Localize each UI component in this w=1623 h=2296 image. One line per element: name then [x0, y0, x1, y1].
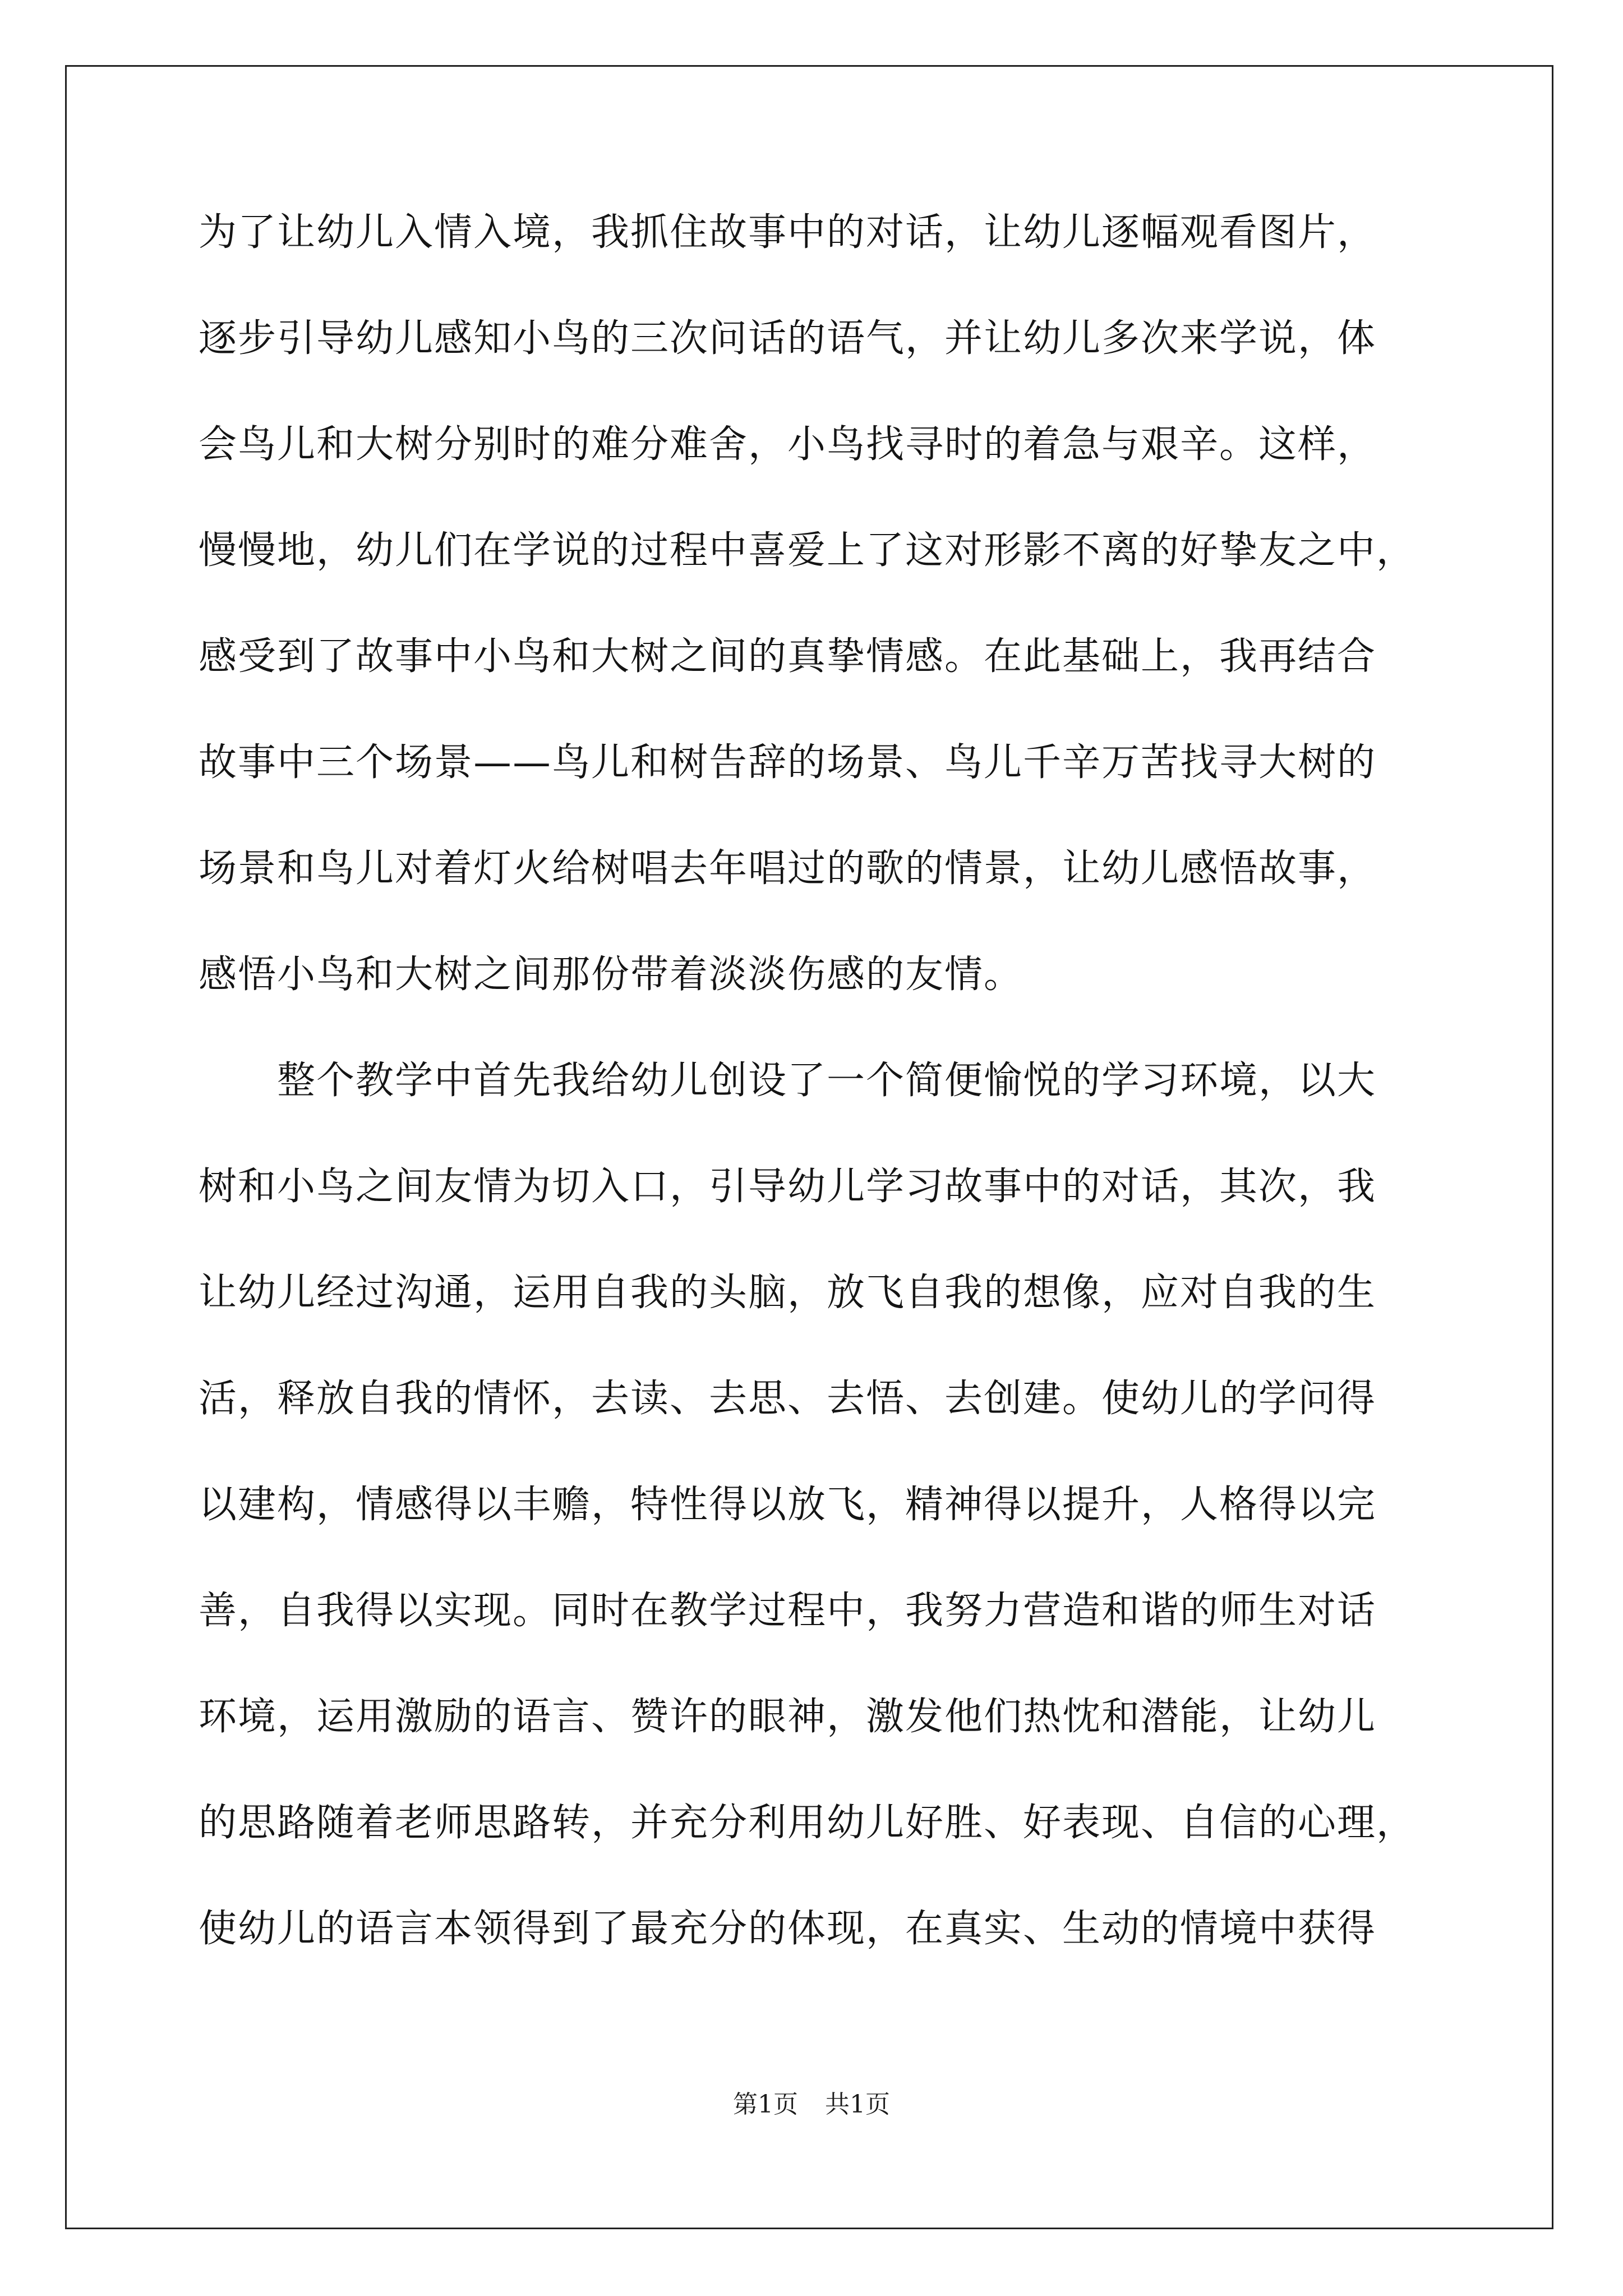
text-line: 树和小鸟之间友情为切入口，引导幼儿学习故事中的对话，其次，我 [199, 1165, 1377, 1209]
text-line: 活，释放自我的情怀，去读、去思、去悟、去创建。使幼儿的学问得 [199, 1377, 1377, 1421]
text-line: 故事中三个场景——鸟儿和树告辞的场景、鸟儿千辛万苦找寻大树的 [199, 740, 1377, 785]
text-line: 场景和鸟儿对着灯火给树唱去年唱过的歌的情景，让幼儿感悟故事， [199, 846, 1377, 891]
text-line: 会鸟儿和大树分别时的难分难舍，小鸟找寻时的着急与艰辛。这样， [199, 422, 1377, 467]
text-line: 感悟小鸟和大树之间那份带着淡淡伤感的友情。 [199, 953, 1023, 997]
text-line: 让幼儿经过沟通，运用自我的头脑，放飞自我的想像，应对自我的生 [199, 1271, 1377, 1315]
text-line: 的思路随着老师思路转，并充分利用幼儿好胜、好表现、自信的心理， [199, 1801, 1416, 1845]
page-footer [0, 2088, 1623, 2122]
body-text [199, 180, 1449, 1982]
text-line: 感受到了故事中小鸟和大树之间的真挚情感。在此基础上，我再结合 [199, 634, 1377, 679]
paragraph-1 [199, 180, 1449, 1028]
page-current-label: 第1页 [733, 2090, 798, 2119]
text-line: 整个教学中首先我给幼儿创设了一个简便愉悦的学习环境，以大 [199, 1059, 1377, 1103]
page-total-label: 共1页 [825, 2090, 890, 2119]
text-line: 逐步引导幼儿感知小鸟的三次问话的语气，并让幼儿多次来学说，体 [199, 316, 1377, 361]
text-line: 为了让幼儿入情入境，我抓住故事中的对话，让幼儿逐幅观看图片， [199, 210, 1377, 255]
text-line: 使幼儿的语言本领得到了最充分的体现，在真实、生动的情境中获得 [199, 1907, 1377, 1951]
text-line: 慢慢地，幼儿们在学说的过程中喜爱上了这对形影不离的好挚友之中， [199, 528, 1416, 573]
paragraph-2 [199, 1028, 1449, 1982]
text-line: 环境，运用激励的语言、赞许的眼神，激发他们热忱和潜能，让幼儿 [199, 1695, 1377, 1739]
text-line: 以建构，情感得以丰赡，特性得以放飞，精神得以提升，人格得以完 [199, 1483, 1377, 1527]
text-line: 善，自我得以实现。同时在教学过程中，我努力营造和谐的师生对话 [199, 1589, 1377, 1633]
